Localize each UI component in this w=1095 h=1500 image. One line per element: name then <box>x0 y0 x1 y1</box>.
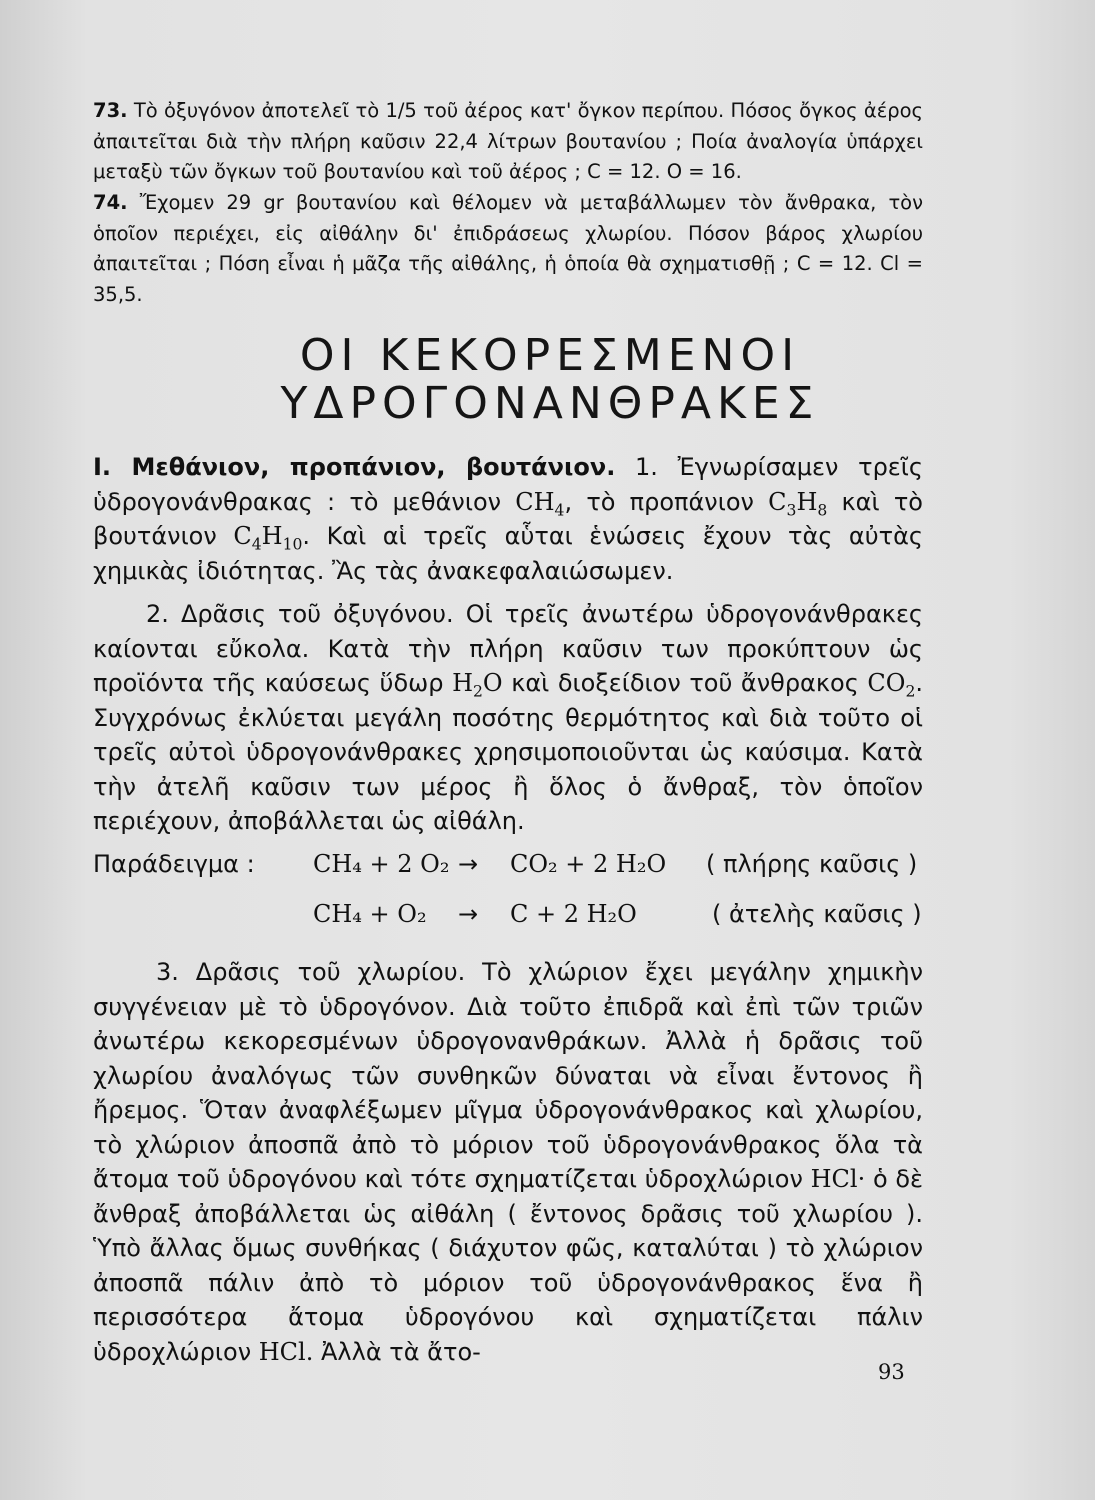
formula-hcl: HCl. <box>258 1337 314 1366</box>
exercise-74 <box>93 188 923 310</box>
formula-butane: $C_4H_{10}$ <box>233 522 303 554</box>
exercise-number: 74. <box>93 191 128 214</box>
formula-hcl: HCl· <box>810 1165 866 1193</box>
exercise-number: 73. <box>93 99 128 122</box>
formula-co2: $CO_2$ <box>867 669 916 701</box>
section-heading: Ι. Μεθάνιον, προπάνιον, βουτάνιον. <box>93 453 616 481</box>
section-2: 2. Δρᾶσις τοῦ ὀξυγόνου. Οἱ τρεῖς ἀνωτέρω ὑδρογονάνθρακες καίονται εὔκολα. Κατὰ τὴν πλήρη καῦσιν των προκύπτουν ὡς προϊόντα τῆς καύσεως ὕδωρ $H_2O$ καὶ διοξείδιον τοῦ ἄνθρακος $CO_2$. Συγχρόνως ἐκλύεται μεγάλη ποσότης θερμότητος καὶ διὰ τοῦτο οἱ τρεῖς αὐτοὶ ὑδρογονάνθρακες χρησιμοποιοῦνται ὡς καύσιμα. Κατὰ τὴν ἀτελῆ καῦσιν των μέρος ἢ ὅλος ὁ ἄνθραξ, τὸν ὁποῖον περιέχουν, ἀποβάλλεται ὡς αἰθάλη. <box>93 600 923 835</box>
exercise-text: Τὸ ὀξυγόνον ἀποτελεῖ τὸ 1/5 τοῦ ἀέρος κατ' ὄγκον περίπου. Πόσος ὄγκος ἀέρος ἀπαιτεῖται διὰ τὴν πλήρη καῦσιν 22,4 λίτρων βουτανίου ; Ποία ἀναλογία ὑπάρχει μεταξὺ τῶν ὄγκων τοῦ βουτανίου καὶ τοῦ ἀέρος ; C = 12. O = 16. <box>93 99 923 183</box>
equation1-note: ( πλήρης καῦσις ) <box>706 850 918 878</box>
chapter-title-line1: ΟΙ ΚΕΚΟΡΕΣΜΕΝΟΙ <box>299 330 801 381</box>
equation2-right: C + 2 H₂O <box>510 900 637 928</box>
equation1-left: CH₄ + 2 O₂ <box>313 850 450 878</box>
equation1-right: CO₂ + 2 H₂O <box>510 850 667 878</box>
arrow-icon: → <box>458 850 479 878</box>
formula-propane: $C_3H_8$ <box>768 487 828 519</box>
example-label: Παράδειγμα : <box>93 850 255 878</box>
formula-water: $H_2O$ <box>452 669 503 701</box>
section-1: Ι. Μεθάνιον, προπάνιον, βουτάνιον. 1. Ἐγνωρίσαμεν τρεῖς ὑδρογονάνθρακας : τὸ μεθάνιον $CH_4$, τὸ προπάνιον $C_3H_8$ καὶ τὸ βουτάνιον $C_4H_{10}$. Καὶ αἱ τρεῖς αὗται ἑνώσεις ἔχουν τὰς αὐτὰς χημικὰς ἰδιότητας. Ἂς τὰς ἀνακεφαλαιώσωμεν. <box>93 453 923 585</box>
exercise-text: Ἔχομεν 29 gr βουτανίου καὶ θέλομεν νὰ μεταβάλλωμεν τὸν ἄνθρακα, τὸν ὁποῖον περιέχει, εἰς αἰθάλην δι' ἐπιδράσεως χλωρίου. Πόσον βάρος χλωρίου ἀπαιτεῖται ; Πόση εἶναι ἡ μᾶζα τῆς αἰθάλης, ἡ ὁποία θὰ σχηματισθῇ ; C = 12. Cl = 35,5. <box>93 191 924 306</box>
page-number: 93 <box>878 1360 905 1384</box>
equation2-note: ( ἀτελὴς καῦσις ) <box>712 900 922 928</box>
formula-methane: $CH_4$ <box>515 487 565 519</box>
section-3: 3. Δρᾶσις τοῦ χλωρίου. Τὸ χλώριον ἔχει μεγάλην χημικὴν συγγένειαν μὲ τὸ ὑδρογόνον. Διὰ τοῦτο ἐπιδρᾶ καὶ ἐπὶ τῶν τριῶν ἀνωτέρω κεκορεσμένων ὑδρογονανθράκων. Ἀλλὰ ἡ δρᾶσις τοῦ χλωρίου ἀναλόγως τῶν συνθηκῶν δύναται νὰ εἶναι ἔντονος ἢ ἤρεμος. Ὅταν ἀναφλέξωμεν μῖγμα ὑδρογονάνθρακος καὶ χλωρίου, τὸ χλώριον ἀποσπᾶ ἀπὸ τὸ μόριον τοῦ ὑδρογονάνθρακος ὅλα τὰ ἄτομα τοῦ ὑδρογόνου καὶ τότε σχηματίζεται ὑδροχλώριον HCl· ὁ δὲ ἄνθραξ ἀποβάλλεται ὡς αἰθάλη ( ἔντονος δρᾶσις τοῦ χλωρίου ). Ὑπὸ ἄλλας ὅμως συνθήκας ( διάχυτον φῶς, καταλύται ) τὸ χλώριον ἀποσπᾶ πάλιν ἀπὸ τὸ μόριον τοῦ ὑδρογονάνθρακος ἕνα ἢ περισσότερα ἄτομα ὑδρογόνου καὶ σχηματίζεται πάλιν ὑδροχλώριον HCl. Ἀλλὰ τὰ ἄτο- <box>93 958 923 1366</box>
arrow-icon: → <box>458 900 479 928</box>
equation2-left: CH₄ + O₂ <box>313 900 427 928</box>
chapter-title-line2: ΥΔΡΟΓΟΝΑΝΘΡΑΚΕΣ <box>280 378 820 429</box>
exercise-73 <box>93 96 923 188</box>
